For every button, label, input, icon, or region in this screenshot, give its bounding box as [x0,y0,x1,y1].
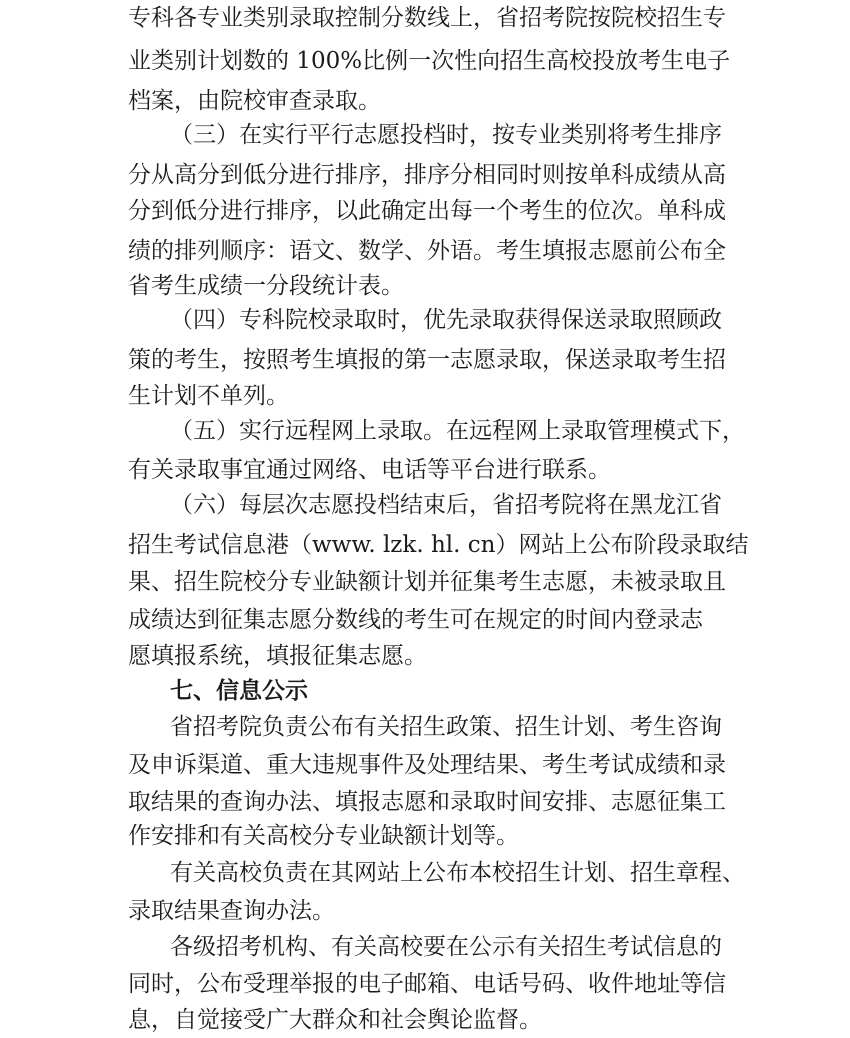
text-line-content: 成绩达到征集志愿分数线的考生可在规定的时间内登录志 [128,607,703,633]
text-line [0,83,850,119]
text-line-content: 及申诉渠道、重大违规事件及处理结果、考生考试成绩和录 [128,752,726,778]
text-line-content: 分到低分进行排序，以此确定出每一个考生的位次。单科成 [128,198,726,224]
paragraph-first-line [0,929,850,965]
text-line-content: （三）在实行平行志愿投档时，按专业类别将考生排序 [170,122,722,148]
paragraph-first-line [0,302,850,338]
text-line [0,268,850,304]
text-line-content: 录取结果查询办法。 [128,898,335,924]
text-line [0,564,850,600]
paragraph-first-line [0,413,850,449]
text-line [0,602,850,638]
text-line-content: 有关录取事宜通过网络、电话等平台进行联系。 [128,457,611,483]
section-heading-text: 七、信息公示 [170,678,308,704]
text-line-content: 作安排和有关高校分专业缺额计划等。 [128,823,519,849]
text-line [0,0,850,36]
text-line [0,747,850,783]
text-line [0,1002,850,1038]
paragraph-first-line [0,709,850,745]
text-line-content: 档案，由院校审查录取。 [128,88,381,114]
text-line-content: 有关高校负责在其网站上公布本校招生计划、招生章程、 [170,860,745,886]
text-line [0,452,850,488]
text-line [0,193,850,229]
paragraph-first-line [0,855,850,891]
text-line-content: 省招考院负责公布有关招生政策、招生计划、考生咨询 [170,714,722,740]
text-line [0,157,850,193]
text-line-content: 招生考试信息港（www. lzk. hl. cn）网站上公布阶段录取结 [128,532,749,558]
text-line [0,527,850,563]
text-line [0,378,850,414]
text-line-content: 生计划不单列。 [128,383,289,409]
text-line [0,342,850,378]
text-line [0,818,850,854]
text-line [0,784,850,820]
text-line-content: 同时，公布受理举报的电子邮箱、电话号码、收件地址等信 [128,971,726,997]
text-line-content: 取结果的查询办法、填报志愿和录取时间安排、志愿征集工 [128,789,726,815]
text-line-content: 各级招考机构、有关高校要在公示有关招生考试信息的 [170,934,722,960]
text-line-content: 绩的排列顺序：语文、数学、外语。考生填报志愿前公布全 [128,238,726,264]
text-line [0,638,850,674]
section-heading [0,673,850,709]
text-line-content: 业类别计划数的 100%比例一次性向招生高校投放考生电子 [128,48,731,74]
paragraph-first-line [0,487,850,523]
text-line [0,966,850,1002]
text-line-content: （五）实行远程网上录取。在远程网上录取管理模式下， [170,418,745,444]
paragraph-first-line [0,117,850,153]
text-line-content: 愿填报系统，填报征集志愿。 [128,643,427,669]
text-line-content: （六）每层次志愿投档结束后，省招考院将在黑龙江省 [170,492,722,518]
text-line-content: 策的考生，按照考生填报的第一志愿录取，保送录取考生招 [128,347,726,373]
text-line-content: 果、招生院校分专业缺额计划并征集考生志愿，未被录取且 [128,569,726,595]
text-line-content: 省考生成绩一分段统计表。 [128,273,404,299]
text-line-content: 息，自觉接受广大群众和社会舆论监督。 [128,1007,542,1033]
text-line [0,893,850,929]
text-line-content: （四）专科院校录取时，优先录取获得保送录取照顾政 [170,307,722,333]
text-line [0,233,850,269]
text-line-content: 专科各专业类别录取控制分数线上，省招考院按院校招生专 [128,5,726,31]
text-line [0,43,850,79]
text-line-content: 分从高分到低分进行排序，排序分相同时则按单科成绩从高 [128,162,726,188]
